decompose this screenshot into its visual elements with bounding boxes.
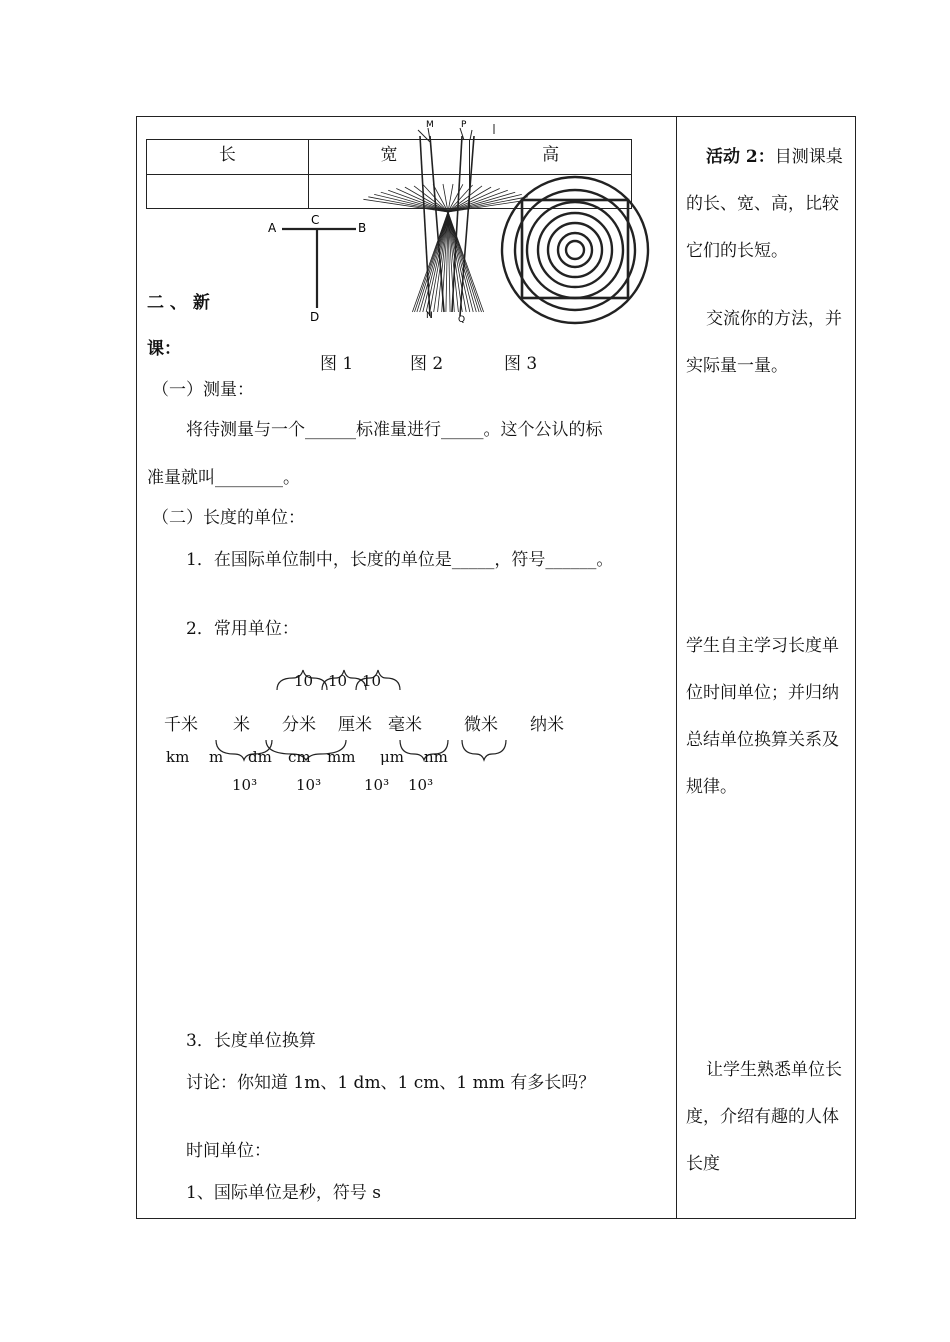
fig2-label-n: N (426, 311, 433, 321)
cell-height (470, 175, 632, 209)
figure-1-t-illusion (266, 212, 376, 324)
fig2-label-p: P (461, 120, 467, 130)
exchange-method-note: 交流你的方法，并实际量一量。 (686, 309, 842, 376)
figure-2-caption: 图 2 (410, 354, 444, 374)
unit-mm-symbol: mm (327, 748, 356, 766)
fig1-label-c: C (311, 213, 320, 227)
activity-2-label: 活动 2： (706, 147, 775, 167)
unit-nm-symbol: nm (424, 748, 448, 766)
section-title-new-lesson: 二 、 新 (147, 293, 210, 313)
time-si-unit: 1、国际单位是秒，符号 s (186, 1183, 381, 1203)
section-title-new-lesson-cont: 课： (147, 339, 181, 359)
cell-length (147, 175, 309, 209)
unit-m-symbol: m (209, 748, 224, 766)
factor-top-2: 10 (328, 672, 348, 690)
fig1-label-d: D (310, 310, 320, 324)
unit-um-symbol: μm (380, 748, 404, 766)
figure-3-illusion (500, 196, 652, 328)
si-length-unit-question: 1．在国际单位制中，长度的单位是_____，符号______。 (186, 550, 614, 570)
activity-2-note (686, 134, 846, 275)
fig1-label-b: B (358, 221, 367, 235)
figure-1-caption: 图 1 (320, 354, 354, 374)
fig2-label-m: M (426, 120, 434, 130)
activity-2-text: 目测课桌的长、宽、高，比较它们的长短。 (686, 147, 843, 261)
unit-um-cn: 微米 (464, 715, 498, 735)
factor-top-3: 10 (362, 672, 382, 690)
length-conversion-title: 3．长度单位换算 (186, 1031, 316, 1051)
unit-km-symbol: km (166, 748, 190, 766)
unit-familiarity-note: 让学生熟悉单位长度，介绍有趣的人体长度 (686, 1060, 842, 1174)
unit-dm-symbol: dm (248, 748, 272, 766)
factor-bottom-1: 10³ (232, 776, 258, 794)
measurement-definition-line2: 准量就叫________。 (147, 468, 300, 488)
unit-m-cn: 米 (233, 715, 250, 735)
fig1-label-a: A (268, 221, 277, 235)
self-study-note: 学生自主学习长度单位时间单位；并归纳总结单位换算关系及规律。 (686, 636, 839, 797)
column-divider (676, 116, 677, 1219)
fig2-label-q: Q (458, 315, 466, 325)
factor-top-1: 10 (294, 672, 314, 690)
subsection-measurement-title: （一）测量： (152, 380, 254, 400)
cell-width (308, 175, 470, 209)
common-units-label: 2．常用单位： (186, 619, 299, 639)
measurement-definition-line1: 将待测量与一个______标准量进行_____。这个公认的标 (186, 420, 603, 440)
header-length: 长 (147, 140, 309, 175)
factor-bottom-2: 10³ (296, 776, 322, 794)
unit-nm-cn: 纳米 (530, 715, 564, 735)
unit-mm-cn: 毫米 (388, 715, 422, 735)
factor-bottom-3: 10³ (364, 776, 390, 794)
header-height: 高 (470, 140, 632, 175)
figure-3-caption: 图 3 (504, 354, 538, 374)
subsection-length-units-title: （二）长度的单位： (152, 508, 305, 528)
factor-bottom-4: 10³ (408, 776, 434, 794)
time-units-title: 时间单位： (186, 1141, 271, 1161)
header-width: 宽 (308, 140, 470, 175)
unit-km-cn: 千米 (164, 715, 198, 735)
unit-cm-cn: 厘米 (338, 715, 372, 735)
unit-dm-cn: 分米 (282, 715, 316, 735)
discussion-question: 讨论：你知道 1m、1 dm、1 cm、1 mm 有多长吗？ (186, 1073, 596, 1093)
measurement-table (146, 139, 632, 209)
unit-cm-symbol: cm (288, 748, 311, 766)
